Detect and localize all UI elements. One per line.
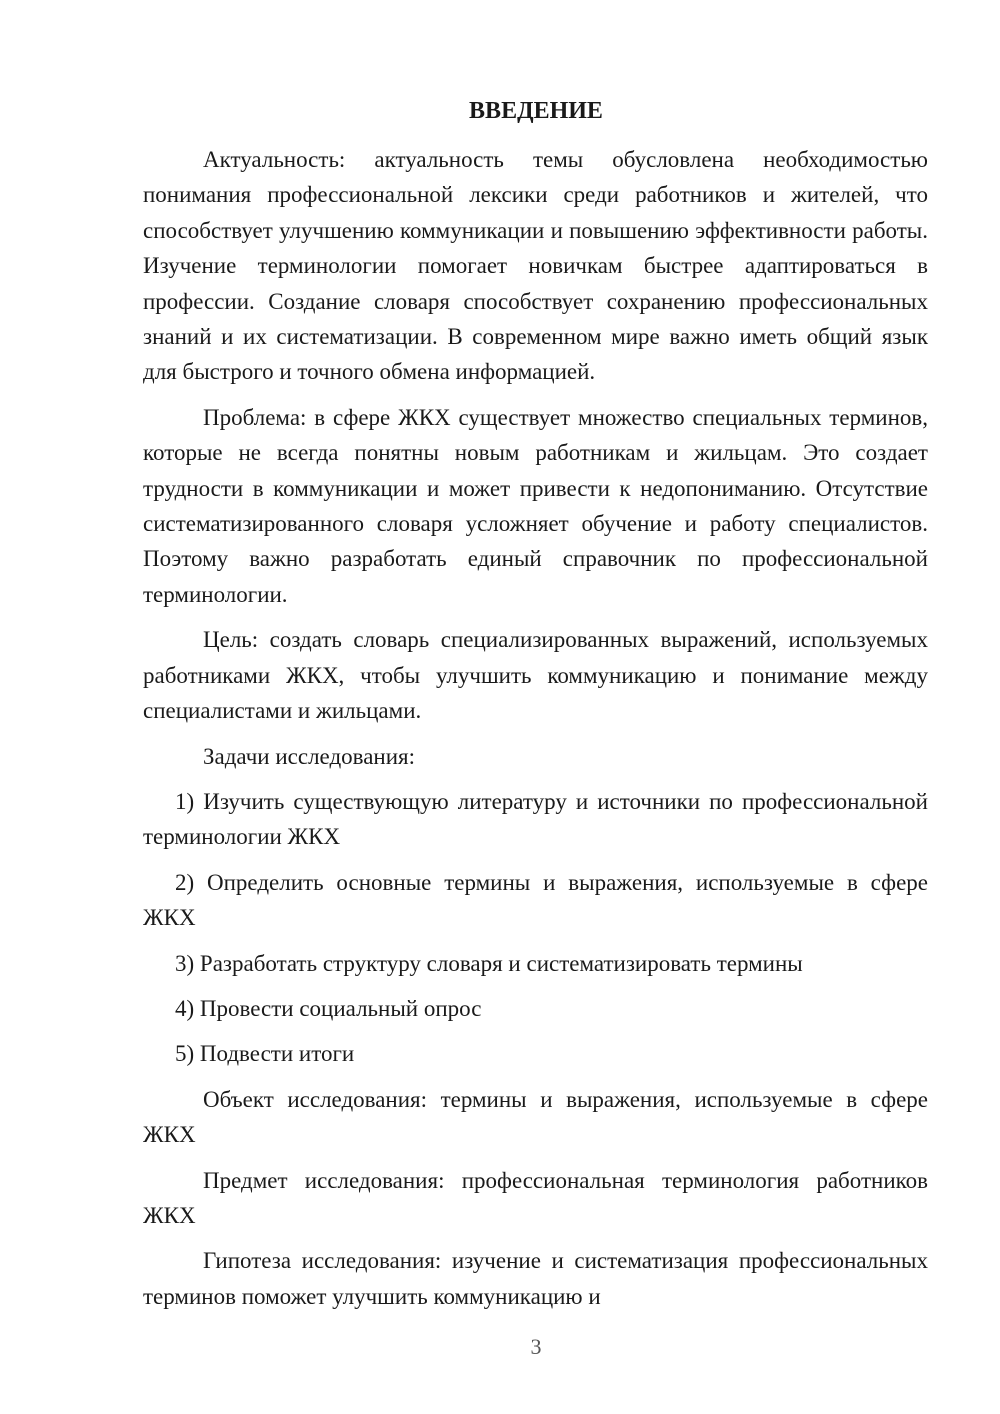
task-item-2: 2) Определить основные термины и выражения, используемые в сфере ЖКХ [143, 869, 928, 931]
page-number: 3 [530, 1334, 542, 1359]
body-text [143, 142, 928, 1314]
object-paragraph: Объект исследования: термины и выражения, используемые в сфере ЖКХ [143, 1086, 928, 1148]
relevance-paragraph: Актуальность: актуальность темы обусловлена необходимостью понимания профессиональной лексики среди работников и жителей, что способствует улучшению коммуникации и повышению эффективности работы. Изучение терминологии помогает новичкам быстрее адаптироваться в профессии. Создание словаря способствует сохранению профессиональных знаний и их систематизации. В современном мире важно иметь общий язык для быстрого и точного обмена информацией. [143, 147, 928, 385]
task-item-5: 5) Подвести итоги [175, 1041, 355, 1067]
goal-paragraph: Цель: создать словарь специализированных выражений, используемых работниками ЖКХ, чтобы улучшить коммуникацию и понимание между специалистами и жильцами. [143, 627, 928, 724]
task-item-1: 1) Изучить существующую литературу и источники по профессиональной терминологии ЖКХ [143, 788, 928, 850]
subject-paragraph: Предмет исследования: профессиональная терминология работников ЖКХ [143, 1167, 928, 1228]
tasks-heading: Задачи исследования: [203, 743, 416, 769]
task-item-4: 4) Провести социальный опрос [175, 995, 482, 1021]
page-title: ВВЕДЕНИЕ [469, 98, 603, 124]
hypothesis-paragraph: Гипотеза исследования: изучение и систематизация профессиональных терминов поможет улучшить коммуникацию и [143, 1248, 928, 1309]
problem-paragraph: Проблема: в сфере ЖКХ существует множество специальных терминов, которые не всегда понятны новым работникам и жильцам. Это создает трудности в коммуникации и может привести к недопониманию. Отсутствие систематизированного словаря усложняет обучение и работу специалистов. Поэтому важно разработать единый справочник по профессиональной терминологии. [143, 404, 928, 607]
task-item-3: 3) Разработать структуру словаря и систематизировать термины [175, 950, 803, 976]
